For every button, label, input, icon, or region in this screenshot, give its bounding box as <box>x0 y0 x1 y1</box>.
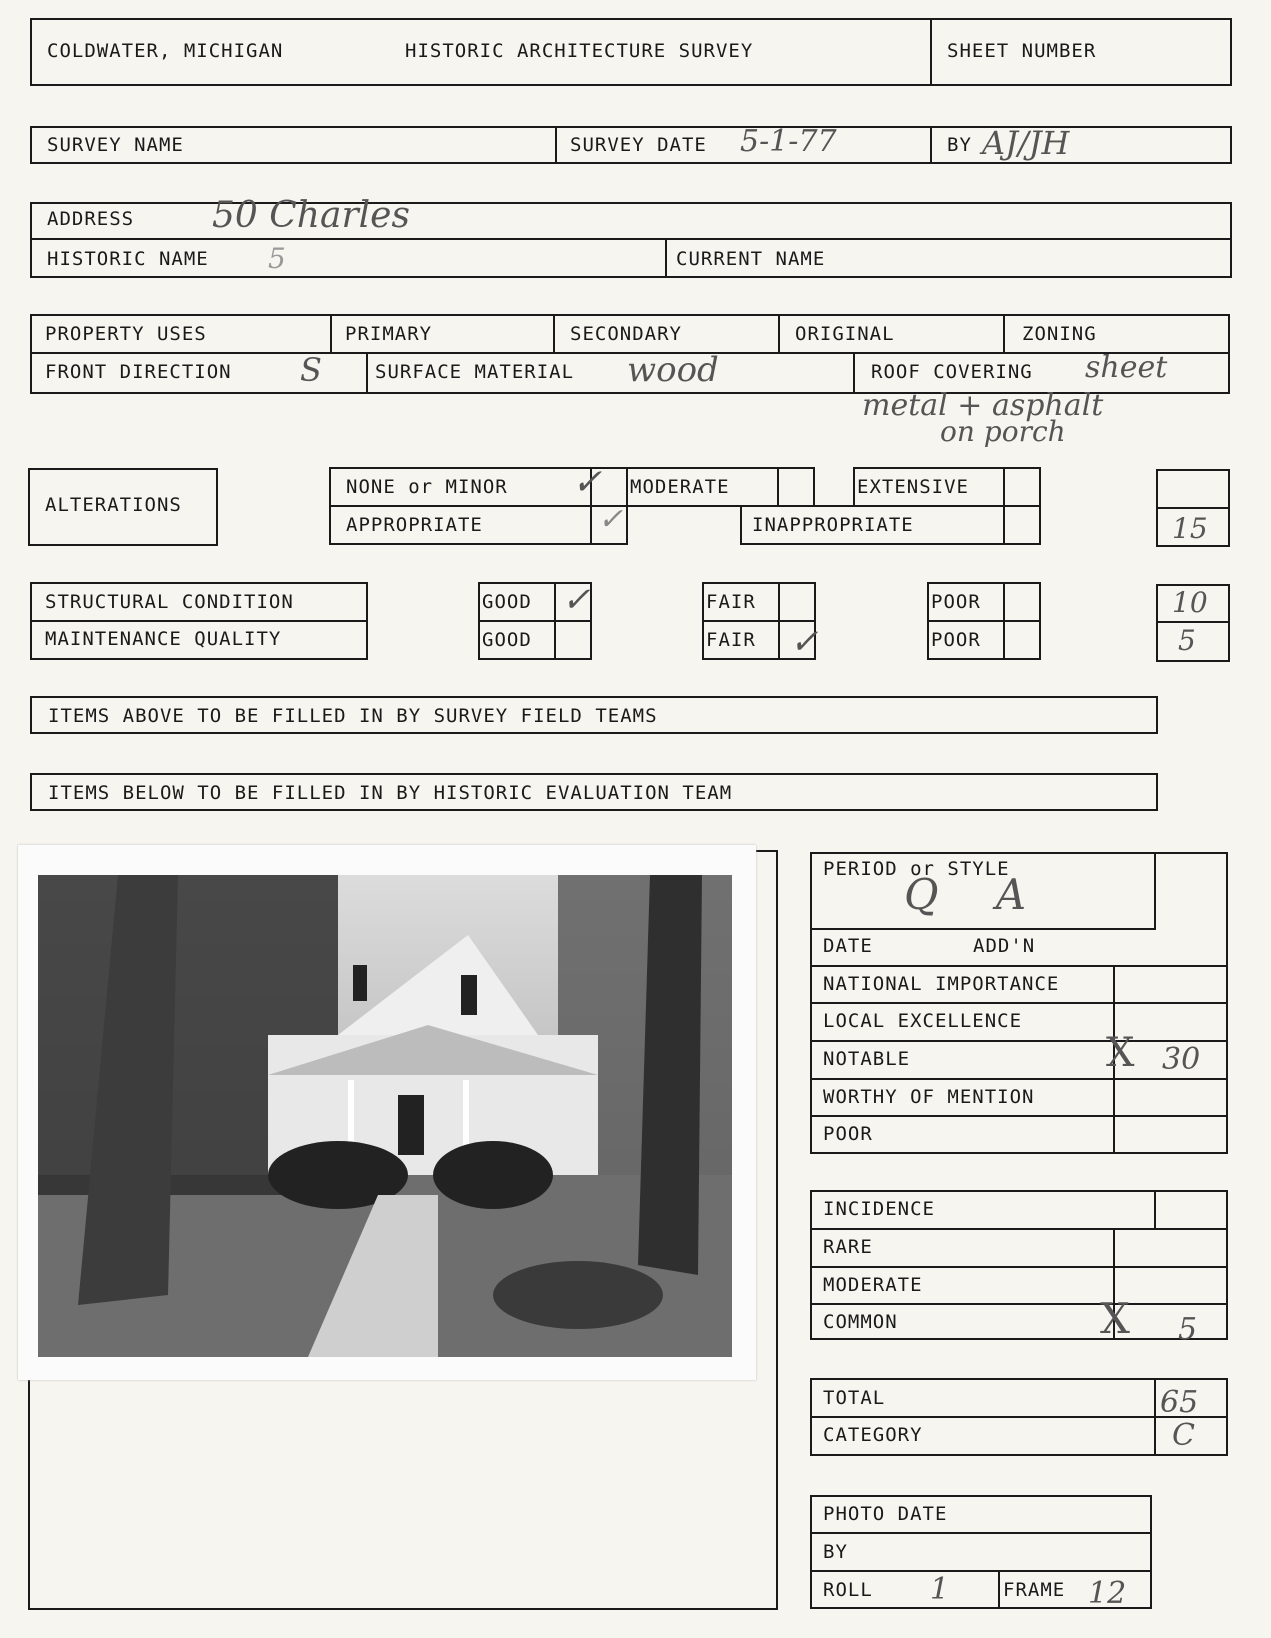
survey-by-value: AJ/JH <box>982 124 1070 162</box>
primary-label: PRIMARY <box>345 323 433 345</box>
photo-info-divider-2 <box>810 1570 1152 1572</box>
structural-poor-label: POOR <box>931 591 981 613</box>
survey-divider-1 <box>555 126 557 164</box>
incidence-divider-3 <box>810 1303 1228 1305</box>
survey-name-label: SURVEY NAME <box>47 134 184 156</box>
category-label: CATEGORY <box>823 1424 923 1446</box>
house-window-2 <box>461 975 477 1015</box>
eval-poor-label: POOR <box>823 1123 873 1145</box>
survey-by-label: BY <box>947 134 972 156</box>
survey-date-label: SURVEY DATE <box>570 134 707 156</box>
historic-name-label: HISTORIC NAME <box>47 248 209 270</box>
historic-name-value: 5 <box>268 242 286 275</box>
total-value: 65 <box>1160 1385 1199 1420</box>
inappropriate-label: INAPPROPRIATE <box>752 514 914 536</box>
none-minor-mark: ✓ <box>572 462 603 503</box>
inappropriate-check[interactable] <box>1003 505 1041 545</box>
date-label: DATE <box>823 935 873 957</box>
front-direction-value: S <box>300 351 322 389</box>
frame-label: FRAME <box>1003 1579 1066 1601</box>
maintenance-mark: ✓ <box>790 622 819 662</box>
header-divider <box>930 18 932 86</box>
roof-value-3: on porch <box>940 415 1066 448</box>
house-window-1 <box>353 965 367 1001</box>
address-row-divider <box>30 238 1232 240</box>
original-label: ORIGINAL <box>795 323 895 345</box>
surface-material-label: SURFACE MATERIAL <box>375 361 575 383</box>
photo-info-divider-1 <box>810 1532 1152 1534</box>
notable-label: NOTABLE <box>823 1048 911 1070</box>
maintenance-fair-label: FAIR <box>706 629 756 651</box>
eval-divider-1 <box>810 928 1156 930</box>
roll-value: 1 <box>930 1572 950 1607</box>
structural-fair-check[interactable] <box>778 582 816 622</box>
structural-fair-label: FAIR <box>706 591 756 613</box>
category-value: C <box>1172 1418 1195 1453</box>
structural-poor-check[interactable] <box>1003 582 1041 622</box>
eval-divider-6 <box>810 1115 1228 1117</box>
eval-divider-3 <box>810 1002 1228 1004</box>
roll-frame-divider <box>998 1570 1000 1609</box>
survey-date-value: 5-1-77 <box>740 124 837 159</box>
extensive-label: EXTENSIVE <box>857 476 969 498</box>
incidence-divider-1 <box>810 1228 1228 1230</box>
alterations-score-divider <box>1156 507 1230 509</box>
national-label: NATIONAL IMPORTANCE <box>823 973 1060 995</box>
front-direction-label: FRONT DIRECTION <box>45 361 232 383</box>
maintenance-poor-check[interactable] <box>1003 620 1041 660</box>
property-uses-label: PROPERTY USES <box>45 323 207 345</box>
current-name-label: CURRENT NAME <box>676 248 826 270</box>
maintenance-poor-label: POOR <box>931 629 981 651</box>
condition-score-divider <box>1156 621 1230 623</box>
sheet-number-label: SHEET NUMBER <box>947 40 1097 62</box>
secondary-label: SECONDARY <box>570 323 682 345</box>
structural-mark: ✓ <box>562 580 591 620</box>
common-score: 5 <box>1178 1312 1198 1347</box>
roll-label: ROLL <box>823 1579 873 1601</box>
surface-material-value: wood <box>627 350 719 390</box>
common-mark: X <box>1100 1294 1130 1343</box>
shrub-front <box>493 1261 663 1329</box>
shrub-right <box>433 1141 553 1209</box>
maintenance-good-label: GOOD <box>482 629 532 651</box>
worthy-label: WORTHY OF MENTION <box>823 1086 1035 1108</box>
address-box <box>30 202 1232 278</box>
alterations-label: ALTERATIONS <box>45 494 182 516</box>
maintenance-label: MAINTENANCE QUALITY <box>45 628 282 650</box>
local-label: LOCAL EXCELLENCE <box>823 1010 1023 1032</box>
address-label: ADDRESS <box>47 208 135 230</box>
total-label: TOTAL <box>823 1387 886 1409</box>
survey-divider-2 <box>930 126 932 164</box>
alterations-score: 15 <box>1172 512 1208 545</box>
name-divider <box>665 238 667 278</box>
photo-date-label: PHOTO DATE <box>823 1503 948 1525</box>
none-minor-label: NONE or MINOR <box>346 476 508 498</box>
totals-score-column <box>1154 1378 1156 1456</box>
form-title: HISTORIC ARCHITECTURE SURVEY <box>405 40 754 62</box>
house-front-door <box>398 1095 424 1155</box>
appropriate-label: APPROPRIATE <box>346 514 483 536</box>
appropriate-mark: ✓ <box>598 502 624 537</box>
frame-value: 12 <box>1088 1576 1127 1611</box>
roof-covering-label: ROOF COVERING <box>871 361 1033 383</box>
maintenance-score: 5 <box>1178 624 1196 657</box>
uses-divider-5 <box>366 352 368 394</box>
extensive-check[interactable] <box>1003 467 1041 507</box>
house-photo <box>38 875 732 1357</box>
photo-by-label: BY <box>823 1541 848 1563</box>
note-above: ITEMS ABOVE TO BE FILLED IN BY SURVEY FIELD TEAMS <box>48 705 658 727</box>
moderate-label: MODERATE <box>630 476 730 498</box>
zoning-label: ZONING <box>1022 323 1097 345</box>
incidence-moderate-label: MODERATE <box>823 1274 923 1296</box>
note-below: ITEMS BELOW TO BE FILLED IN BY HISTORIC EVALUATION TEAM <box>48 782 733 804</box>
eval-period-right <box>1154 852 1156 928</box>
structural-label: STRUCTURAL CONDITION <box>45 591 294 613</box>
incidence-title-right <box>1154 1190 1156 1228</box>
eval-divider-5 <box>810 1078 1228 1080</box>
structural-score: 10 <box>1172 586 1208 619</box>
uses-divider-2 <box>553 314 555 352</box>
uses-divider-4 <box>1003 314 1005 352</box>
eval-divider-2 <box>810 965 1228 967</box>
condition-row-divider <box>30 620 368 622</box>
period-label: PERIOD or STYLE <box>823 858 1010 880</box>
incidence-divider-2 <box>810 1266 1228 1268</box>
notable-score: 30 <box>1162 1042 1201 1077</box>
notable-mark: X <box>1106 1030 1135 1076</box>
maintenance-good-check[interactable] <box>554 620 592 660</box>
uses-divider-1 <box>330 314 332 352</box>
common-label: COMMON <box>823 1311 898 1333</box>
rare-label: RARE <box>823 1236 873 1258</box>
uses-divider-6 <box>853 352 855 394</box>
address-value: 50 Charles <box>212 195 410 236</box>
addn-label: ADD'N <box>973 935 1036 957</box>
period-value: Q A <box>904 870 1027 919</box>
structural-good-label: GOOD <box>482 591 532 613</box>
roof-value-2: metal + asphalt <box>862 388 1104 423</box>
uses-divider-3 <box>778 314 780 352</box>
roof-value-1: sheet <box>1085 350 1168 385</box>
incidence-label: INCIDENCE <box>823 1198 935 1220</box>
city-label: COLDWATER, MICHIGAN <box>47 40 284 62</box>
moderate-check[interactable] <box>777 467 815 507</box>
